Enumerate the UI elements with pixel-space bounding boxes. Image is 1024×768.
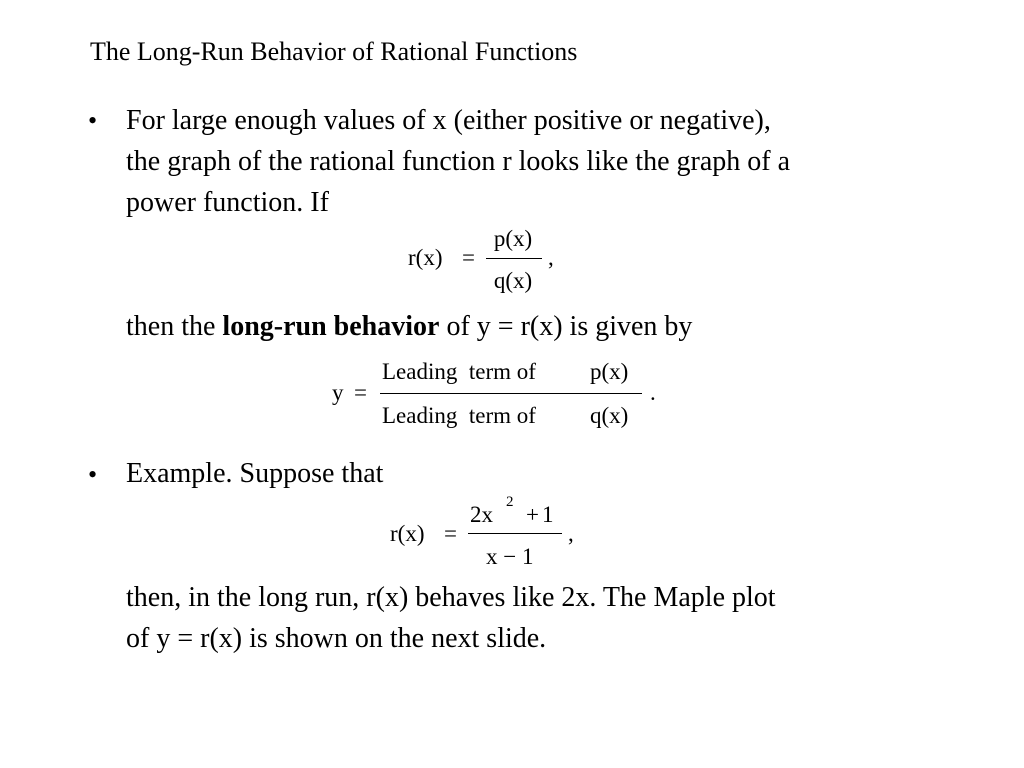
bullet-marker-2: • bbox=[88, 460, 98, 489]
conclusion-line1: then, in the long run, r(x) behaves like 2x. The Maple plot bbox=[126, 582, 776, 613]
eq3-equals: = bbox=[444, 521, 457, 546]
eq1-lhs: r(x) bbox=[408, 245, 443, 270]
eq1-equals: = bbox=[462, 245, 475, 270]
bullet1-line1: For large enough values of x (either positive or negative), bbox=[126, 105, 771, 136]
bullet1-line2: the graph of the rational function r looks like the graph of a bbox=[126, 146, 791, 177]
eq3-num-rest: +1 bbox=[526, 502, 557, 527]
eq2-num-poly: p(x) bbox=[590, 359, 629, 384]
eq2-lhs: y bbox=[332, 380, 344, 405]
long-run-post: of y = r(x) is given by bbox=[439, 311, 693, 342]
eq2-den-text: Leading term of bbox=[382, 403, 536, 428]
eq3-denominator: x − 1 bbox=[486, 544, 534, 569]
eq2-equals: = bbox=[354, 380, 367, 405]
bullet2-line1: Example. Suppose that bbox=[126, 458, 384, 489]
eq2-den-poly: q(x) bbox=[590, 403, 629, 428]
eq3-num-exponent: 2 bbox=[506, 494, 514, 510]
eq3-num-coef: 2x bbox=[470, 502, 493, 527]
long-run-pre: then the bbox=[126, 311, 223, 342]
slide-title: The Long-Run Behavior of Rational Functions bbox=[90, 37, 578, 66]
eq2-num-text: Leading term of bbox=[382, 359, 536, 384]
eq3-lhs: r(x) bbox=[390, 521, 425, 546]
bullet-marker-1: • bbox=[88, 106, 98, 135]
conclusion-line2: of y = r(x) is shown on the next slide. bbox=[126, 623, 547, 654]
bullet1-line3: power function. If bbox=[126, 187, 329, 218]
conclusion-text bbox=[126, 577, 966, 659]
eq1-trail: , bbox=[548, 245, 554, 270]
eq2-trail: . bbox=[650, 380, 656, 405]
long-run-term: long-run behavior bbox=[222, 311, 440, 342]
eq1-numerator: p(x) bbox=[493, 226, 533, 251]
eq3-fraction-bar bbox=[468, 533, 562, 534]
eq3-trail: , bbox=[568, 521, 574, 546]
eq1-denominator: q(x) bbox=[493, 268, 533, 293]
